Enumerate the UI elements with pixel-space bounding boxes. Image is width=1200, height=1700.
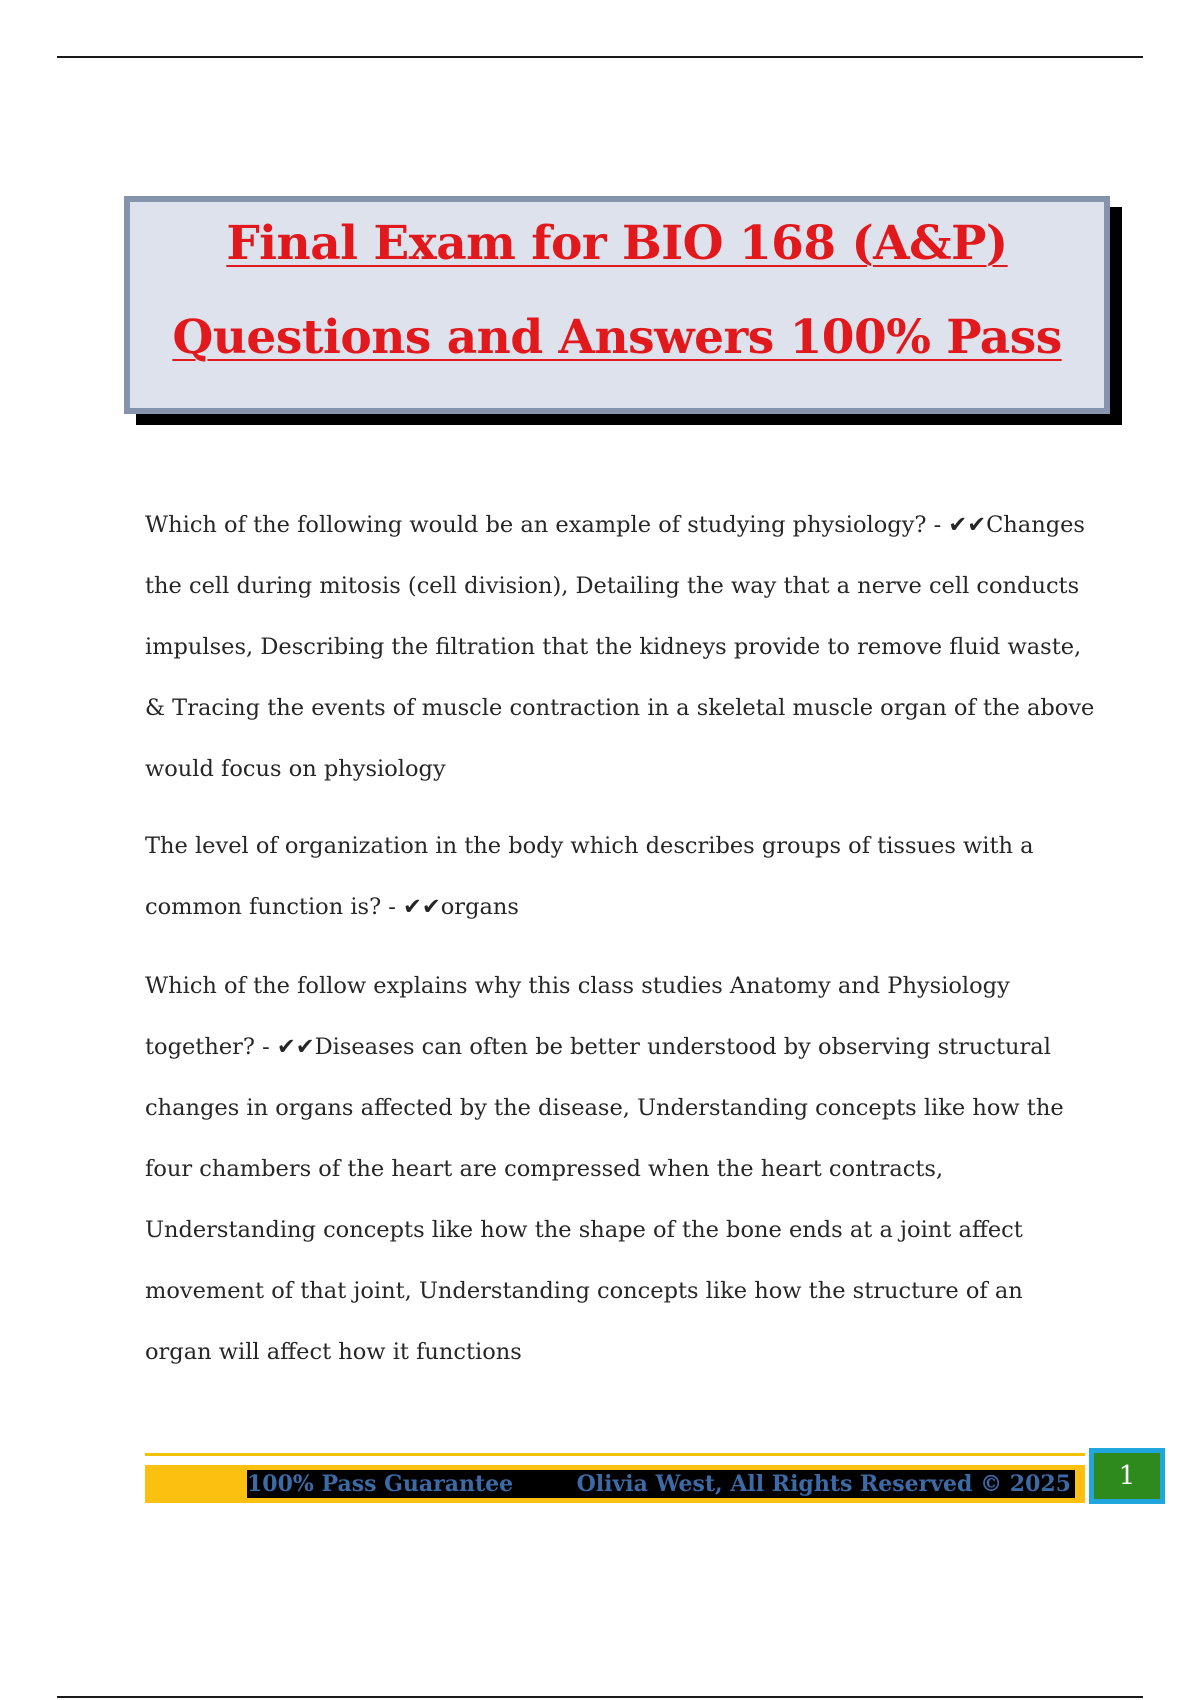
question-answer-3: Which of the follow explains why this class studies Anatomy and Physiology together? - ✔✔Diseases can often be better understood by observing structural changes in organs affected by the disease, Understanding concepts like how the four chambers of the heart are compressed when the heart contracts, Understanding concepts like how the shape of the bone ends at a joint affect movement of that joint, Understanding concepts like how the structure of an organ will affect how it functions [145, 973, 1064, 1365]
question-answer-1: Which of the following would be an example of studying physiology? - ✔✔Changes the cell during mitosis (cell division), Detailing the way that a nerve cell conducts impulses, Describing the filtration that the kidneys provide to remove fluid waste, & Tracing the events of muscle contraction in a skeletal muscle organ of the above would focus on physiology [145, 512, 1095, 782]
bottom-rule [57, 1696, 1143, 1698]
footer-copyright-text: Olivia West, All Rights Reserved © 2025 [576, 1471, 1071, 1497]
page-number-box [1089, 1448, 1165, 1504]
top-rule [57, 56, 1143, 58]
title-line-2: Questions and Answers 100% Pass [172, 310, 1062, 365]
page-number: 1 [1118, 1461, 1136, 1491]
footer-bar [145, 1465, 1085, 1503]
footer-rule [145, 1453, 1085, 1456]
footer-guarantee-text: 100% Pass Guarantee [247, 1471, 514, 1497]
title-line-1: Final Exam for BIO 168 (A&P) [226, 216, 1008, 271]
question-answer-2: The level of organization in the body which describes groups of tissues with a common function is? - ✔✔organs [145, 833, 1034, 920]
title-box [124, 196, 1110, 414]
